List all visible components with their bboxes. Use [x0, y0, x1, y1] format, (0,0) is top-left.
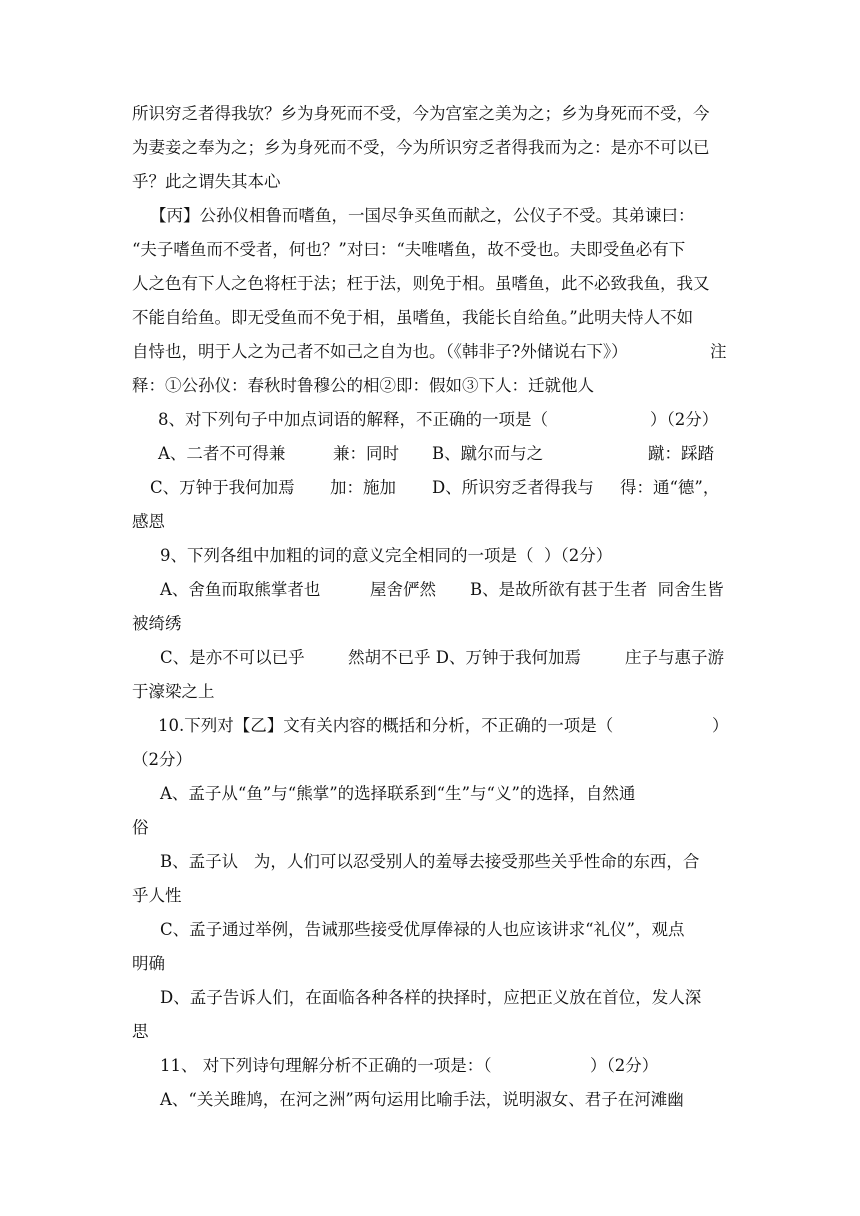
- question-8-stem: 8、对下列句子中加点词语的解释，不正确的一项是（: [158, 410, 548, 429]
- option-d: D、所识穷乏者得我与: [432, 478, 594, 497]
- option-c: C、孟子通过举例，告诫那些接受优厚俸禄的人也应该讲求“礼仪”，观点: [160, 920, 685, 939]
- text-line: 所识穷乏者得我欤？乡为身死而不受，今为宫室之美为之；乡为身死而不受，今: [132, 104, 710, 123]
- option-c-gloss: 加：施加: [330, 478, 396, 497]
- text-line: 被绮绣: [132, 614, 182, 633]
- question-10-stem: 10.下列对【乙】文有关内容的概括和分析，不正确的一项是（: [158, 716, 614, 735]
- text-line: 自恃也，明于人之为己者不如己之自为也。（《韩非子?外储说右下》）: [132, 342, 628, 361]
- text-line: 明确: [132, 954, 165, 973]
- question-11-score: ）（2分）: [590, 1056, 659, 1075]
- option-b: B、孟子认 为，人们可以忍受别人的羞辱去接受那些关乎性命的东西，合: [160, 852, 700, 871]
- text-line: 乎？此之谓失其本心: [132, 172, 281, 191]
- option-b-gloss: 蹴：踩踏: [648, 444, 714, 463]
- passage-c-line: 【丙】公孙仪相鲁而嗜鱼，一国尽争买鱼而献之，公仪子不受。其弟谏曰：: [150, 206, 695, 225]
- option-a: A、孟子从“鱼”与“熊掌”的选择联系到“生”与“义”的选择，自然通: [160, 784, 636, 803]
- text-line: 为妻妾之奉为之；乡为身死而不受，今为所识穷乏者得我而为之：是亦不可以已: [132, 138, 710, 157]
- option-c: C、万钟于我何加焉: [150, 478, 295, 497]
- text-line: 思: [132, 1022, 149, 1041]
- annotation-label: 注: [710, 342, 727, 361]
- text-line: 人之色有下人之色将枉于法；枉于法，则免于相。虽嗜鱼，此不必致我鱼，我又: [132, 274, 710, 293]
- option-a-gloss: 兼：同时: [333, 444, 399, 463]
- option-a-compare: 屋舍俨然: [370, 580, 436, 599]
- text-line: 不能自给鱼。即无受鱼而不免于相，虽嗜鱼，我能长自给鱼。”此明夫恃人不如: [132, 308, 694, 327]
- text-line: “夫子嗜鱼而不受者，何也？”对曰：“夫唯嗜鱼，故不受也。夫即受鱼必有下: [132, 240, 686, 259]
- question-11-stem: 11、 对下列诗句理解分析不正确的一项是：（: [160, 1056, 492, 1075]
- annotation-line: 释：①公孙仪：春秋时鲁穆公的相②即：假如③下人：迁就他人: [132, 376, 594, 395]
- option-d-compare: 庄子与惠子游: [625, 648, 724, 667]
- option-d: D、孟子告诉人们，在面临各种各样的抉择时，应把正义放在首位，发人深: [160, 988, 702, 1007]
- option-b: B、蹴尔而与之: [432, 444, 544, 463]
- text-line: 俗: [132, 818, 149, 837]
- option-b: B、是故所欲有甚于生者 同舍生皆: [470, 580, 724, 599]
- question-9-stem: 9、下列各组中加粗的词的意义完全相同的一项是（ ）（2分）: [160, 546, 613, 565]
- question-8-score: ）（2分）: [650, 410, 719, 429]
- question-10-score: （2分）: [132, 750, 192, 769]
- option-a: A、舍鱼而取熊掌者也: [160, 580, 321, 599]
- text-line: 感恩: [132, 512, 165, 531]
- text-line: 乎人性: [132, 886, 182, 905]
- option-a: A、二者不可得兼: [158, 444, 286, 463]
- text-line: 于濠梁之上: [132, 682, 215, 701]
- option-a: A、“关关雎鸠，在河之洲”两句运用比喻手法，说明淑女、君子在河滩幽: [160, 1090, 684, 1109]
- option-c: C、是亦不可以已乎: [160, 648, 305, 667]
- option-c-compare: 然胡不已乎 D、万钟于我何加焉: [348, 648, 581, 667]
- option-d-gloss: 得：通“德”，: [620, 478, 720, 497]
- question-10-paren: ）: [712, 716, 729, 735]
